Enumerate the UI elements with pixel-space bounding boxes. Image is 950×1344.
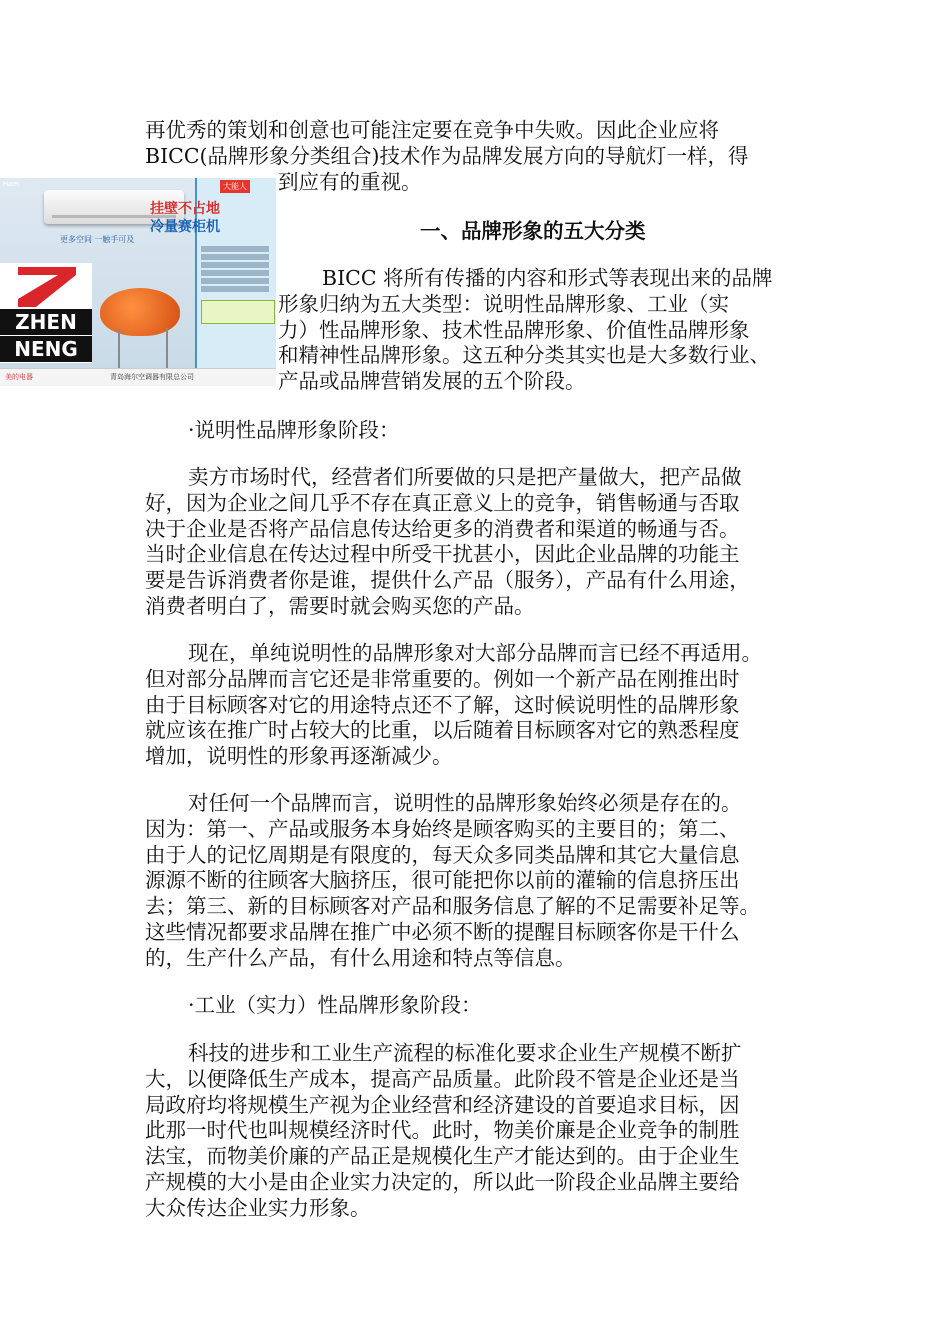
logo-mark-icon [14,265,80,309]
logo-word-neng: NENG [0,336,92,362]
text-line: 现在，单纯说明性的品牌形象对大部分品牌而言已经不再适用。 [188,641,762,665]
text-line: 去；第三、新的目标顾客对产品和服务信息了解的不足需要补足等。 [145,894,760,919]
text-line: BICC(品牌形象分类组合)技术作为品牌发展方向的导航灯一样，得 [145,143,749,168]
text-line: 大，以便降低生产成本，提高产品质量。此阶段不管是企业还是当 [145,1066,740,1091]
paragraph [145,641,810,770]
ad-store-name: 美的电器 [5,373,33,381]
text-line: 再优秀的策划和创意也可能注定要在竞争中失败。因此企业应将 [145,118,719,142]
text-line: 这些情况都要求品牌在推广中必须不断的提醒目标顾客你是干什么 [145,919,740,944]
text-line: 力）性品牌形象、技术性品牌形象、价值性品牌形象 [278,317,750,342]
text-line: 增加，说明性的形象再逐渐减少。 [145,744,453,769]
text-line: 产规模的大小是由企业实力决定的，所以此一阶段企业品牌主要给 [145,1169,740,1194]
ad-feature-list [201,246,275,294]
ad-promo-box [201,300,275,324]
text-line: 科技的进步和工业生产流程的标准化要求企业生产规模不断扩 [188,1041,742,1065]
text-line: 对任何一个品牌而言，说明性的品牌形象始终必须是存在的。 [188,791,742,815]
text-line: 源源不断的往顾客大脑挤压，很可能把你以前的灌输的信息挤压出 [145,868,740,893]
text-line: 好，因为企业之间几乎不存在真正意义上的竞争，销售畅通与否取 [145,490,740,515]
text-line: 要是告诉消费者你是谁，提供什么产品（服务），产品有什么用途， [145,568,750,593]
text-line: 局政府均将规模生产视为企业经营和经济建设的首要追求目标，因 [145,1092,740,1117]
zhen-neng-logo [0,263,92,363]
text-line: 由于人的记忆周期是有限度的，每天众多同类品牌和其它大量信息 [145,842,740,867]
ad-footer [0,368,276,386]
text-line: 此那一时代也叫规模经济时代。此时，物美价廉是企业竞争的制胜 [145,1118,740,1143]
text-line: 到应有的重视。 [278,169,422,194]
text-line: 和精神性品牌形象。这五种分类其实也是大多数行业、 [278,343,770,368]
ad-slogan: 更多空间 一触手可及 [60,235,135,244]
paragraph [145,791,810,972]
chair-legs [118,328,168,368]
ad-brand: Haier [3,181,20,188]
text-line: 就应该在推广时占较大的比重，以后随着目标顾客对它的熟悉程度 [145,718,740,743]
ad-badge: 大能人 [220,180,250,193]
ad-headline: 挂壁不占地 冷量赛柜机 [150,201,220,235]
text-line: 卖方市场时代，经营者们所要做的只是把产量做大，把产品做 [188,465,742,489]
text-line: 消费者明白了，需要时就会购买您的产品。 [145,593,535,618]
subheading-industrial: ·工业（实力）性品牌形象阶段： [188,993,482,1017]
subheading-descriptive: ·说明性品牌形象阶段： [188,418,400,442]
ad-company-name: 青岛海尔空调器有限总公司 [110,373,194,381]
logo-word-zhen: ZHEN [0,309,92,335]
paragraph [145,465,810,620]
section-heading: 一、品牌形象的五大分类 [420,219,646,243]
text-line: 由于目标顾客对它的用途特点还不了解，这时候说明性的品牌形象 [145,692,740,717]
text-line: 但对部分品牌而言它还是非常重要的。例如一个新产品在刚推出时 [145,666,740,691]
text-line: 大众传达企业实力形象。 [145,1195,371,1220]
intro-paragraph [278,266,808,395]
paragraph [145,1041,810,1222]
text-line: 法宝，而物美价廉的产品正是规模化生产才能达到的。由于企业生 [145,1144,740,1169]
text-line: 当时企业信息在传达过程中所受干扰甚小，因此企业品牌的功能主 [145,542,740,567]
text-line: 的，生产什么产品，有什么用途和特点等信息。 [145,945,576,970]
text-line: 因为：第一、产品或服务本身始终是顾客购买的主要目的；第二、 [145,816,740,841]
text-line: 形象归纳为五大类型：说明性品牌形象、工业（实 [278,291,729,316]
text-line: 决于企业是否将产品信息传达给更多的消费者和渠道的畅通与否。 [145,516,740,541]
text-line: 产品或品牌营销发展的五个阶段。 [278,369,586,394]
text-line: BICC 将所有传播的内容和形式等表现出来的品牌 [322,266,773,290]
